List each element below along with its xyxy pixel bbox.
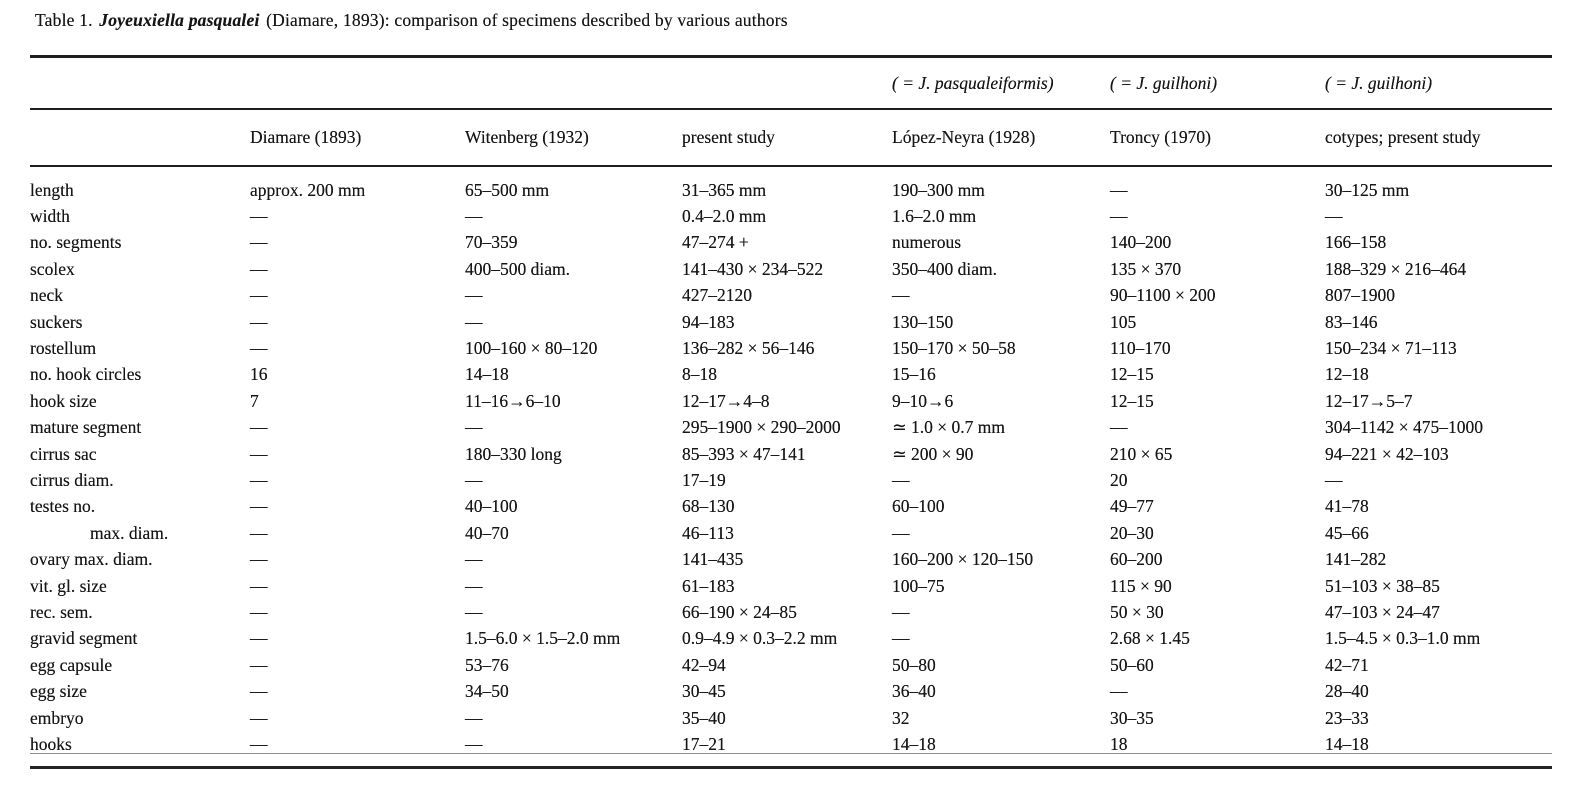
table-cell: 15–16 bbox=[892, 364, 936, 385]
synonym-header-row bbox=[30, 57, 1552, 110]
table-cell: — bbox=[250, 575, 268, 596]
table-cell: 66–190 × 24–85 bbox=[682, 601, 797, 622]
table-cell: — bbox=[250, 232, 268, 253]
table-cell: 150–170 × 50–58 bbox=[892, 338, 1016, 359]
table-cell: 45–66 bbox=[1325, 522, 1369, 543]
row-label: mature segment bbox=[30, 417, 142, 438]
table-caption bbox=[35, 10, 788, 31]
table-cell: — bbox=[465, 311, 483, 332]
table-cell: 42–71 bbox=[1325, 654, 1369, 675]
table-cell: — bbox=[892, 628, 910, 649]
table-cell: 14–18 bbox=[1325, 731, 1552, 767]
row-label: cirrus sac bbox=[30, 443, 97, 464]
table-cell: 30–125 mm bbox=[1325, 179, 1410, 200]
table-row bbox=[30, 283, 1552, 309]
table-cell: 28–40 bbox=[1325, 681, 1369, 702]
author-header-cell: Troncy (1970) bbox=[1110, 109, 1325, 166]
table-cell: 0.9–4.9 × 0.3–2.2 mm bbox=[682, 628, 838, 649]
table-cell: 47–274 + bbox=[682, 232, 749, 253]
row-label: scolex bbox=[30, 258, 75, 279]
table-cell: 350–400 diam. bbox=[892, 258, 997, 279]
table-cell: 35–40 bbox=[682, 707, 726, 728]
table-cell: — bbox=[465, 707, 483, 728]
author-header-cell: present study bbox=[682, 109, 892, 166]
table-cell: approx. 200 mm bbox=[250, 179, 366, 200]
row-label: rostellum bbox=[30, 338, 97, 359]
table-cell: numerous bbox=[892, 232, 962, 253]
table-cell: — bbox=[250, 443, 268, 464]
table-cell: 210 × 65 bbox=[1110, 443, 1173, 464]
table-cell: — bbox=[465, 469, 483, 490]
row-label: hook size bbox=[30, 390, 97, 411]
table-cell: 9–10→6 bbox=[892, 390, 954, 411]
table-cell: 30–45 bbox=[682, 681, 726, 702]
table-cell: 110–170 bbox=[1110, 338, 1171, 359]
row-label: ovary max. diam. bbox=[30, 549, 153, 570]
row-label: width bbox=[30, 206, 70, 227]
table-cell: 1.5–6.0 × 1.5–2.0 mm bbox=[465, 628, 621, 649]
table-cell: — bbox=[250, 496, 268, 517]
table-cell: 60–100 bbox=[892, 496, 945, 517]
table-cell: — bbox=[1110, 179, 1128, 200]
table-cell: 70–359 bbox=[465, 232, 518, 253]
table-cell: 135 × 370 bbox=[1110, 258, 1182, 279]
table-cell: 0.4–2.0 mm bbox=[682, 206, 767, 227]
bottom-rule bbox=[30, 753, 1552, 754]
caption-species-name: Joyeuxiella pasqualei bbox=[99, 10, 260, 30]
table-cell: 90–1100 × 200 bbox=[1110, 285, 1216, 306]
row-label: embryo bbox=[30, 707, 84, 728]
table-cell: 807–1900 bbox=[1325, 285, 1395, 306]
table-cell: — bbox=[250, 338, 268, 359]
table-row bbox=[30, 678, 1552, 704]
table-row bbox=[30, 256, 1552, 282]
table-cell: 140–200 bbox=[1110, 232, 1172, 253]
table-cell: 160–200 × 120–150 bbox=[892, 549, 1034, 570]
table-row bbox=[30, 230, 1552, 256]
table-cell: ≃ 200 × 90 bbox=[892, 443, 974, 464]
author-header-cell: Witenberg (1932) bbox=[465, 109, 682, 166]
table-row bbox=[30, 362, 1552, 388]
table-cell: 46–113 bbox=[682, 522, 734, 543]
table-cell: — bbox=[1325, 469, 1343, 490]
table-cell: — bbox=[892, 601, 910, 622]
table-cell: 8–18 bbox=[682, 364, 717, 385]
table-cell: 65–500 mm bbox=[465, 179, 550, 200]
table-cell: — bbox=[1325, 206, 1343, 227]
author-header-cell: cotypes; present study bbox=[1325, 109, 1552, 166]
table-row bbox=[30, 494, 1552, 520]
table-cell: 130–150 bbox=[892, 311, 954, 332]
table-row bbox=[30, 415, 1552, 441]
table-cell: 14–18 bbox=[892, 731, 1110, 767]
table-cell: — bbox=[250, 549, 268, 570]
caption-suffix: (Diamare, 1893): comparison of specimens described by various authors bbox=[266, 10, 788, 30]
synonym-header-cell bbox=[682, 57, 892, 110]
table-cell: 32 bbox=[892, 707, 910, 728]
table-cell: 141–430 × 234–522 bbox=[682, 258, 824, 279]
table-cell: 295–1900 × 290–2000 bbox=[682, 417, 841, 438]
table-cell: — bbox=[250, 417, 268, 438]
table-cell: — bbox=[250, 731, 465, 767]
table-cell: 50–60 bbox=[1110, 654, 1154, 675]
author-header-cell: Diamare (1893) bbox=[250, 109, 465, 166]
row-label: hooks bbox=[30, 731, 250, 767]
table-cell: — bbox=[250, 285, 268, 306]
table-cell: 31–365 mm bbox=[682, 179, 767, 200]
table-cell: 42–94 bbox=[682, 654, 726, 675]
table-cell: — bbox=[465, 417, 483, 438]
table-cell: 1.5–4.5 × 0.3–1.0 mm bbox=[1325, 628, 1481, 649]
author-header-cell: López-Neyra (1928) bbox=[892, 109, 1110, 166]
table-cell: 17–19 bbox=[682, 469, 726, 490]
table-cell: 34–50 bbox=[465, 681, 509, 702]
row-label: gravid segment bbox=[30, 628, 138, 649]
table-cell: — bbox=[1110, 417, 1128, 438]
table-cell: 49–77 bbox=[1110, 496, 1154, 517]
table-cell: 12–17→4–8 bbox=[682, 390, 770, 411]
table-cell: 100–160 × 80–120 bbox=[465, 338, 598, 359]
row-label: no. hook circles bbox=[30, 364, 142, 385]
table-cell: 68–130 bbox=[682, 496, 735, 517]
table-cell: 94–221 × 42–103 bbox=[1325, 443, 1449, 464]
row-label: no. segments bbox=[30, 232, 122, 253]
table-cell: — bbox=[250, 707, 268, 728]
table-cell: 40–100 bbox=[465, 496, 518, 517]
table-cell: 115 × 90 bbox=[1110, 575, 1172, 596]
table-cell: 61–183 bbox=[682, 575, 735, 596]
synonym-header-cell: ( = J. pasqualeiformis) bbox=[892, 57, 1110, 110]
author-header-row bbox=[30, 109, 1552, 166]
row-label: length bbox=[30, 179, 74, 200]
table-cell: 41–78 bbox=[1325, 496, 1369, 517]
table-cell: — bbox=[250, 206, 268, 227]
table-cell: — bbox=[465, 206, 483, 227]
table-cell: 14–18 bbox=[465, 364, 509, 385]
table-cell: — bbox=[892, 522, 910, 543]
table-cell: — bbox=[250, 601, 268, 622]
table-cell: — bbox=[250, 311, 268, 332]
table-cell: — bbox=[465, 575, 483, 596]
table-cell: 18 bbox=[1110, 731, 1325, 767]
table-row bbox=[30, 441, 1552, 467]
table-row bbox=[30, 520, 1552, 546]
table-cell: — bbox=[250, 628, 268, 649]
table-cell: 36–40 bbox=[892, 681, 936, 702]
synonym-header-cell bbox=[250, 57, 465, 110]
row-label: vit. gl. size bbox=[30, 575, 107, 596]
table-cell: 17–21 bbox=[682, 731, 892, 767]
table-cell: 85–393 × 47–141 bbox=[682, 443, 806, 464]
row-label: neck bbox=[30, 285, 64, 306]
table-cell: — bbox=[1110, 681, 1128, 702]
table-cell: — bbox=[892, 469, 910, 490]
table-cell: 7 bbox=[250, 390, 259, 411]
table-cell: 12–15 bbox=[1110, 364, 1154, 385]
table-cell: 190–300 mm bbox=[892, 179, 985, 200]
table-cell: 53–76 bbox=[465, 654, 509, 675]
table-cell: — bbox=[250, 469, 268, 490]
table-cell: — bbox=[250, 681, 268, 702]
row-label: testes no. bbox=[30, 496, 96, 517]
synonym-header-cell bbox=[30, 57, 250, 110]
table-cell: 83–146 bbox=[1325, 311, 1378, 332]
table-cell: 51–103 × 38–85 bbox=[1325, 575, 1440, 596]
table-cell: 60–200 bbox=[1110, 549, 1163, 570]
table-cell: 427–2120 bbox=[682, 285, 752, 306]
table-row bbox=[30, 335, 1552, 361]
table-cell: 47–103 × 24–47 bbox=[1325, 601, 1440, 622]
table-row bbox=[30, 166, 1552, 203]
row-label: suckers bbox=[30, 311, 83, 332]
table-cell: 20–30 bbox=[1110, 522, 1154, 543]
table-cell: — bbox=[1110, 206, 1128, 227]
table-cell: 1.6–2.0 mm bbox=[892, 206, 977, 227]
table-cell: 50 × 30 bbox=[1110, 601, 1164, 622]
table-cell: 30–35 bbox=[1110, 707, 1154, 728]
table-row bbox=[30, 599, 1552, 625]
table-cell: — bbox=[250, 654, 268, 675]
table-cell: — bbox=[892, 285, 910, 306]
table-cell: 50–80 bbox=[892, 654, 936, 675]
table-cell: 188–329 × 216–464 bbox=[1325, 258, 1467, 279]
table-cell: 94–183 bbox=[682, 311, 735, 332]
table-cell: 105 bbox=[1110, 311, 1137, 332]
table-cell: 40–70 bbox=[465, 522, 509, 543]
table-row bbox=[30, 573, 1552, 599]
table-row bbox=[30, 546, 1552, 572]
synonym-header-cell: ( = J. guilhoni) bbox=[1110, 57, 1325, 110]
table-cell: 12–18 bbox=[1325, 364, 1369, 385]
table-cell: 2.68 × 1.45 bbox=[1110, 628, 1190, 649]
table-row bbox=[30, 652, 1552, 678]
table-cell: — bbox=[250, 522, 268, 543]
table-cell: 20 bbox=[1110, 469, 1128, 490]
table-cell: 16 bbox=[250, 364, 268, 385]
table-cell: 400–500 diam. bbox=[465, 258, 570, 279]
table-cell: — bbox=[465, 549, 483, 570]
table-body bbox=[30, 166, 1552, 767]
table-row bbox=[30, 309, 1552, 335]
table-cell: 141–435 bbox=[682, 549, 744, 570]
table-cell: 23–33 bbox=[1325, 707, 1369, 728]
caption-prefix: Table 1. bbox=[35, 10, 93, 30]
table-cell: — bbox=[465, 601, 483, 622]
table-row bbox=[30, 731, 1552, 767]
specimen-comparison-table bbox=[30, 55, 1552, 769]
table-row bbox=[30, 203, 1552, 229]
table-cell: — bbox=[465, 731, 682, 767]
row-label: cirrus diam. bbox=[30, 469, 114, 490]
table-cell: 11–16→6–10 bbox=[465, 390, 561, 411]
row-label: egg capsule bbox=[30, 654, 113, 675]
table-row bbox=[30, 705, 1552, 731]
synonym-header-cell bbox=[465, 57, 682, 110]
author-header-cell bbox=[30, 109, 250, 166]
table-cell: 141–282 bbox=[1325, 549, 1387, 570]
table-cell: 12–17→5–7 bbox=[1325, 390, 1413, 411]
table-cell: 166–158 bbox=[1325, 232, 1387, 253]
table-cell: 150–234 × 71–113 bbox=[1325, 338, 1457, 359]
table-cell: 304–1142 × 475–1000 bbox=[1325, 417, 1483, 438]
table-row bbox=[30, 388, 1552, 414]
row-label: egg size bbox=[30, 681, 87, 702]
table-row bbox=[30, 467, 1552, 493]
synonym-header-cell: ( = J. guilhoni) bbox=[1325, 57, 1552, 110]
table-cell: ≃ 1.0 × 0.7 mm bbox=[892, 417, 1006, 438]
table-cell: — bbox=[465, 285, 483, 306]
table-cell: 136–282 × 56–146 bbox=[682, 338, 815, 359]
row-label: max. diam. bbox=[90, 522, 169, 543]
table-cell: 180–330 long bbox=[465, 443, 562, 464]
table-row bbox=[30, 626, 1552, 652]
table-cell: 100–75 bbox=[892, 575, 945, 596]
table-cell: 12–15 bbox=[1110, 390, 1154, 411]
table-cell: — bbox=[250, 258, 268, 279]
row-label: rec. sem. bbox=[30, 601, 93, 622]
